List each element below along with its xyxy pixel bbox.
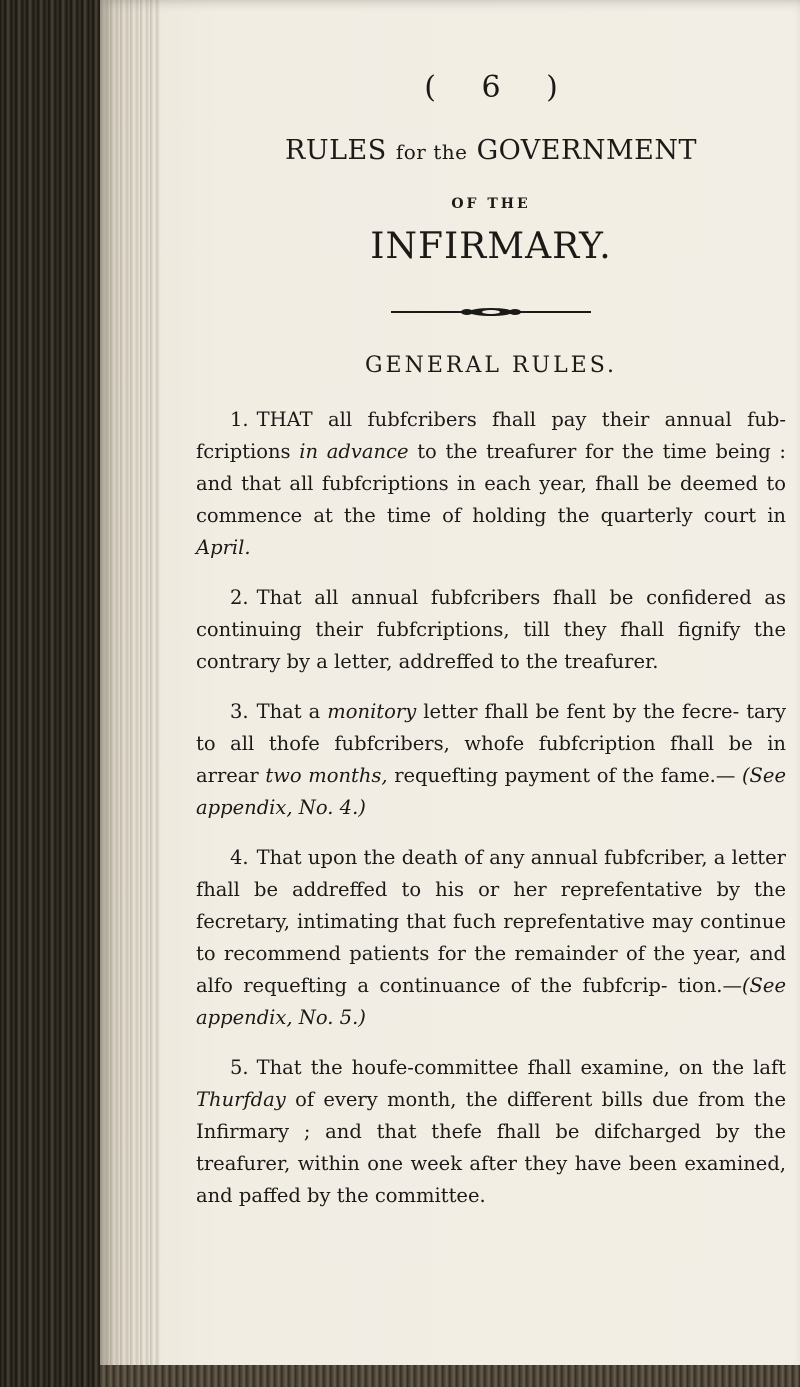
rule-5 <box>196 1052 786 1212</box>
rule-text: That all annual fubfcribers fhall be confidered as continuing their fubfcriptions, till they fhall fignify the contrary by a letter, addreffed to the treafurer. <box>196 586 786 673</box>
page-title <box>196 135 786 166</box>
rule-emphasis: monitory <box>327 700 417 723</box>
rule-number: 5. <box>230 1056 249 1079</box>
rule-3 <box>196 696 786 824</box>
rule-reference: (See appendix, No. 4.) <box>196 764 786 819</box>
title-prefix: RULES <box>285 135 387 166</box>
rule-emphasis: April. <box>196 536 251 559</box>
page-bottom-edge <box>100 1365 800 1387</box>
rule-number: 4. <box>230 846 249 869</box>
rule-text: letter fhall be fent by the fecre- tary to all thofe fubfcribers, whofe fubfcription fhall be in arrear <box>196 700 786 787</box>
rule-emphasis: Thurfday <box>196 1088 286 1111</box>
rule-lead: THAT <box>256 408 313 431</box>
rule-number: 2. <box>230 586 249 609</box>
page-number: ( 6 ) <box>424 70 576 105</box>
rule-text: to the treafurer for the time being : and that all fubfcriptions in each year, fhall be deemed to commence at the time of holding the quarterly court in <box>196 440 786 527</box>
rule-1 <box>196 404 786 564</box>
rule-text: requefting payment of the fame.— <box>387 764 742 787</box>
rule-2 <box>196 582 786 678</box>
title-for: for the <box>395 140 468 164</box>
rule-text: That the houfe-committee fhall examine, on the laft <box>256 1056 786 1079</box>
rule-reference: (See appendix, No. 5.) <box>196 974 786 1029</box>
rule-text: of every month, the different bills due from the Infirmary ; and that thefe fhall be difcharged by the treafurer, within one week after they have been examined, and paffed by the committee. <box>196 1088 786 1207</box>
rule-number: 3. <box>230 700 249 723</box>
rule-emphasis: two months, <box>265 764 388 787</box>
institution-title: INFIRMARY. <box>370 226 612 267</box>
page-gutter-shadow <box>100 0 160 1387</box>
rule-4 <box>196 842 786 1034</box>
rule-text: That a <box>256 700 328 723</box>
rule-emphasis: in advance <box>299 440 409 463</box>
rule-text: all fubfcribers fhall pay their annual fub- fcriptions <box>196 408 786 463</box>
section-heading: GENERAL RULES. <box>364 353 618 378</box>
title-main: GOVERNMENT <box>476 135 697 166</box>
of-the-label: OF THE <box>451 196 531 212</box>
rule-text: That upon the death of any annual fubfcriber, a letter fhall be addreffed to his or her reprefentative by the fecretary, intimating that fuch reprefentative may continue to recommend patients for the remainder of the year, and alfo requefting a continuance of the fubfcrip- tion.— <box>196 846 786 997</box>
page-content <box>196 70 786 1230</box>
ornamental-divider <box>391 307 591 317</box>
rule-number: 1. <box>230 408 249 431</box>
